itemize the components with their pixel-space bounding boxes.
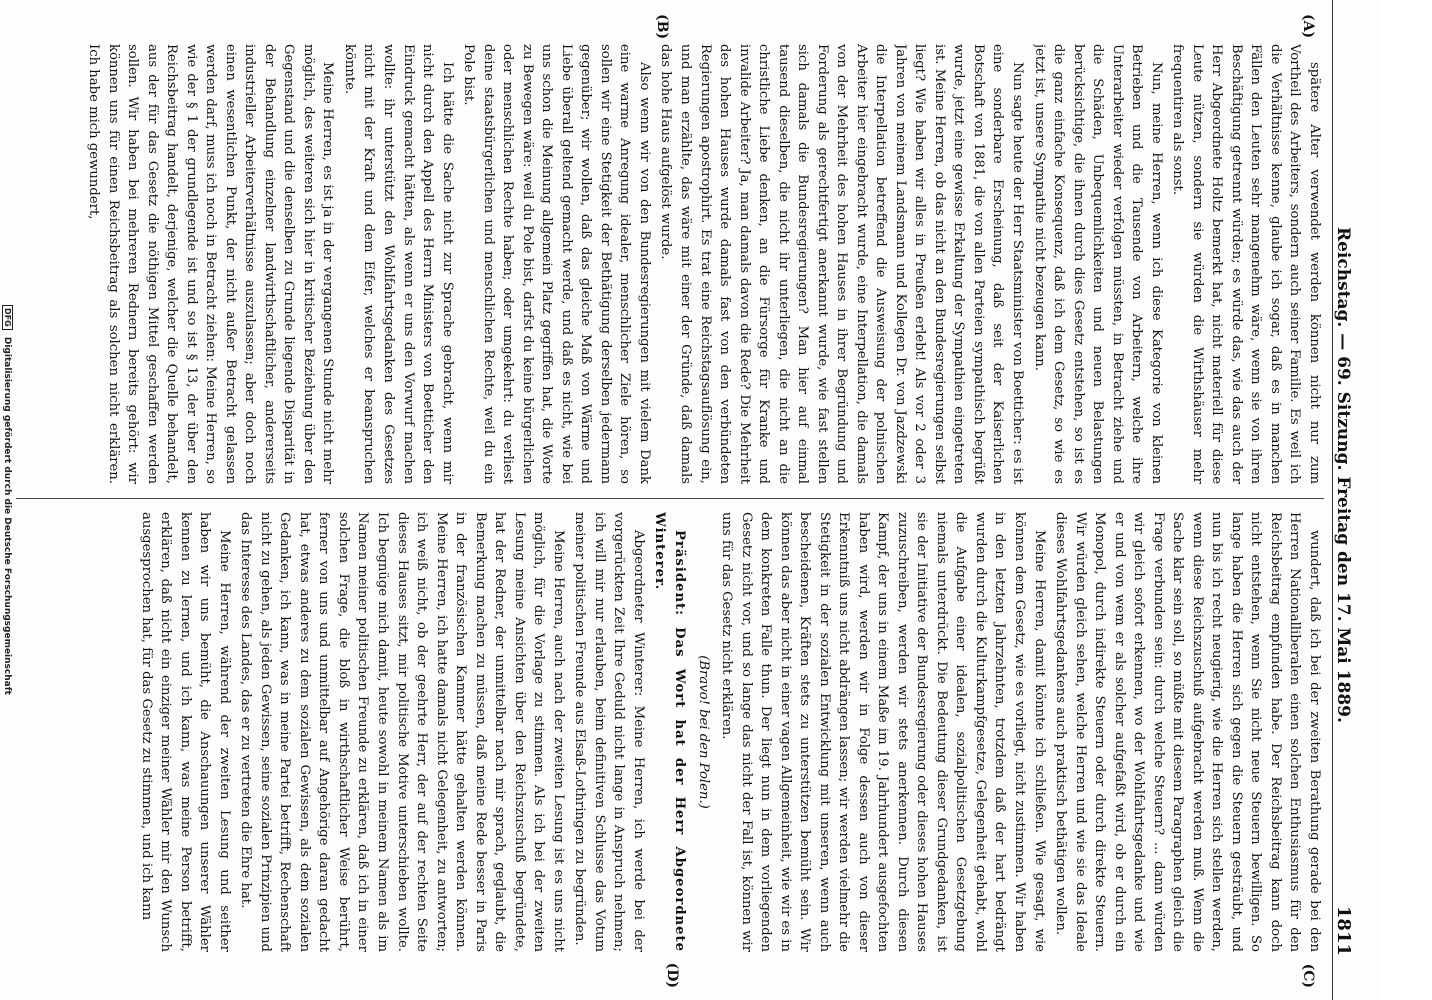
margin-marker-d: (D) — [664, 962, 680, 988]
paragraph: Meine Herren, während der zweiten Lesung und seither haben wir uns bemüht, die Anschauungen unserer Wähler kennen zu lernen, und ich kann, was meine Person betrifft, erklären, daß nicht ein einziger meiner Wähler mir den Wunsch ausgesprochen hat, für das Gesetz zu stimmen, und ich kann — [138, 512, 232, 952]
margin-marker-c: (C) — [1300, 963, 1316, 988]
paragraph: Meine Herren, es ist ja in der vergangenen Stunde nicht mehr möglich, des weiteren sich hier in kritischer Beziehung über den Gegenstand und die denselben zu Grunde liegende Disparität in der Behandlung einzelner landwirthschaftlicher, andererseits industrieller Arbeiterverhältnisse auszulassen; aber doch noch einen wesentlichen Punkt, der nicht außer Betracht gelassen werden darf, muss ich noch in Betracht ziehen: Meine Herren, so wie der § 1 der grundlegende ist und so ist § 13, der über den Reichsbeitrag handelt, derjenige, welcher die Quelle behandelt, aus der für das Gesetz die nöthigen Mittel geschaffen werden sollen. Wir haben bei mehreren Rednern bereits gehört: wir können uns für einen Reichsbeitrag als solchen nicht erklären. Ich habe mich gewundert, — [86, 44, 336, 484]
paragraph: Nun sagte heute der Herr Staatsminister von Boetticher: es ist eine sonderbare Erscheinung, daß seit der Kaiserlichen Botschaft von 1881, die von allen Parteien sympathisch begrüßt wurde, jetzt eine gewisse Erkaltung der Sympathien eingetreten ist. Meine Herren, ob das nicht an den Bundesregierungen selbst liegt? Wie haben wir alles in Preußen erlebt! Als vor 2 oder 3 Jahren von meinem Landsmann und Kollegen Dr. von Jazdzewski die Interpellation betreffend die Ausweisung der polnischen Arbeiter hier eingebracht wurde, eine Interpellation, die damals von der Mehrheit des hohen Hauses in ihrer Begründung und Forderung als gerechtfertigt anerkannt wurde, wie fast stellen sich damals die Bundesregierungen? Man hier auf einmal tausend dieselben, die nicht ihr unterliegen, die nicht an die christliche Liebe denken, an die Fürsorge für Kranke und invalide Arbeiter? Ja, man damals davon die Rede? Die Mehrheit des hohen Hauses wurde damals fast von den verbündeten Regierungen apostrophirt. Es trat eine Reichstagsauflösung ein, und man erzählte, das wäre mit einer der Gründe, daß damals das hohe Haus aufgelöst wurde. — [658, 44, 1026, 484]
paragraph: Nun, meine Herren, wenn ich diese Kategorie von kleinen Betrieben und die Tausende von Arbeitern, welche ihre Unterarbeiter wieder verfolgen müssten, in Betracht ziehe und die Schäden, Unbequemlichkeiten und neuen Belastungen berücksichtige, die ihnen durch dies Gesetz entstehen, so ist es die ganz einfache Konsequenz, daß ich dem Gesetz, so wie es jetzt ist, unsere Sympathie nicht bezeugen kann. — [1031, 44, 1164, 484]
paragraph: Also wenn wir von den Bundesregierungen mit vielem Dank eine warme Anregung idealer, menschlicher Ziele hören, so sollen wir eine Stetigkeit der Bethätigung derselben jedermann gegenüber; wir wollen, daß das gleiche Maß von Wärme und Liebe überall geltend gemacht werde, und daß es nicht, wie bei uns schon die Meinung allgemein Platz gegriffen hat, die Worte zu Bewegen wäre: weil du Pole bist, darfst du keine bürgerlichen oder menschlichen Rechte haben; oder umgekehrt: du verliest deine staatsbürgerlichen und menschlichen Rechte, weil du ein Pole bist. — [461, 44, 652, 484]
paragraph: spätere Alter verwendet werden können nicht nur zum Vortheil des Arbeiters, sondern auch seiner Familie. Es weil ich die Verhältnisse kenne, glaube ich sogar, daß es in manchen Fällen den Leuten sehr mangenehm wäre, wenn sie von ihren Beschäftigung getrennt würden; es würde das, wie das auch der Herr Abgeordnete Holtz bemerkt hat, nicht materiell für diese Leute nützen, sondern sie würden die Wirthshäuser mehr frequentiren als sonst. — [1170, 44, 1322, 484]
funding-footer — [2, 0, 13, 1000]
margin-marker-a: (A) — [1300, 14, 1316, 39]
left-text-column — [16, 44, 1324, 484]
paragraph: Abgeordneter Winterer: Meine Herren, ich werde bei der vorgerückten Zeit Ihre Geduld nicht lange in Anspruch nehmen; ich will mir nur erlauben, beim definitiven Schlusse das Votum meiner politischen Freunde aus Elsaß-Lothringen zu begründen. — [572, 512, 646, 952]
column-divider — [16, 498, 1324, 499]
dfg-logo-icon: DFG — [2, 305, 13, 330]
president-speech: Präsident: Das Wort hat der Herr Abgeordnete Winterer. — [652, 512, 687, 952]
funding-text: Digitalisierung gefördert durch die Deutsche Forschungsgemeinschaft — [2, 336, 12, 695]
right-text-column — [16, 512, 1324, 952]
paragraph: wundert, daß ich bei der zweiten Berathung gerade bei den Herren Nationalliberalen einen solchen Enthusiasmus für den Reichsbeitrag empfunden habe. Der Reichsbeitrag kann doch nicht entstehen, wenn Sie nicht neue Steuern bewilligen. So lange haben die Herren sich gegen die Steuern gesträubt, und nun bis ich recht neugierig, wie die Herren sich stellen werden, wenn diese Reichszuschuß aufgebracht werden muß. Wenn die Sache klar sein soll, so müßte mit diesem Paragraphen gleich die Frage verbunden sein: durch welche Steuern? ... dann würden wir gleich sofort erkennen, wo der Wohlfahrtsgedanke und wie er und von wem er als solcher aufgefaßt wird, ob er durch ein Monopol, durch indirekte Steuern oder durch direkte Steuern. Wir würden gleich sehen, welche Herren und wie sie das Ideale dieses Wohlfahrtsgedankens auch praktisch bethätigen wollen. — [1053, 512, 1322, 952]
paragraph: Ich hätte die Sache nicht zur Sprache gebracht, wenn mir nicht durch den Appell des Herrn Ministers von Boetticher den Eindruck gemacht hätten, als wenn er uns den Vorwurf machen wollte: ihr unterstützt den Wohlfahrtsgedanken des Gesetzes nicht mit der Kraft und dem Eifer, welches er beanspruchen könnte. — [341, 44, 455, 484]
applause-note: (Bravo! bei den Polen.) — [695, 655, 711, 809]
margin-marker-b: (B) — [654, 14, 670, 40]
page-number: 1811 — [1333, 905, 1354, 956]
page-header — [1332, 0, 1366, 1000]
paragraph: Meine Herren, auch nach der zweiten Lesung ist es uns nicht möglich, für die Vorlage zu stimmen. Als ich bei der zweiten Lesung meine Ansichten über den Reichszuschuß begründete, hat der Redner, der unmittelbar nach mir sprach, geglaubt, die Bemerkung machen zu müssen, daß meine Rede besser in Paris in der französischen Kammer hätte gehalten werden können. Meine Herren, ich hatte damals nicht Gelegenheit, zu antworten; ich weiß nicht, ob der geehrte Herr, der auf der rechten Seite dieses Hauses sitzt, mir politische Motive unterschieben wollte. Ich begnüge mich damit, heute sowohl in meinem Namen als im Namen meiner politischen Freunde zu erklären, daß ich in einer solchen Frage, die bloß in wirthschaftlicher Weise berührt, ferner von uns und unmittelbar auf Angehörige daran gedacht hat, etwas anderes zu dem sozialen Gewissen, als dem sozialen Gedanken, ich kann, was in meine Partei betrifft, Rechenschaft nicht zu gehen, als jeden Gewissen, seine sozialen Prinzipien und das Interesse des Landes, das er zu vertreten die Ehre hat. — [238, 512, 566, 952]
header-title: Reichstag. — 69. Sitzung. Freitag den 17. Mai 1889. — [1333, 226, 1353, 723]
paragraph: Meine Herren, damit könnte ich schließen. Wie gesagt, wie können dem Gesetz, wie es vorliegt, nicht zustimmen. Wir haben in den letzten Jahrzehnten, trotzdem daß der hart bedrängt wurden durch die Kulturkampfgesetze, Gelegenheit gehabt, wohl die Aufgabe einer idealen, sozialpolitischen Gesetzgebung niemals unterdrückt. Die Bedeutung dieser Grundgedanken, ist sie der Initiative der Bundesregierung oder dieses hohen Hauses zuzuschreiben, werden wir stets anerkennen. Durch diesen Kampf, der uns in einem Maße im 19. Jahrhundert ausgefochten haben wird, werden wir in Folge dessen auch von dieser Erkenntniß uns nicht abdrängen lassen; wir werden vielmehr die Stetigkeit in der sozialen Entwicklung mit unseren, wenn auch bescheidenen, Kräften stets zu unterstützen bemüht sein. Wir können das aber nicht in einer vagen Allgemeinheit, wie wir es in dem konkreten Falle thun. Der liegt nun in dem vorliegenden Gesetz nicht vor, und so lange das nicht der Fall ist, können wir uns für das Gesetz nicht erklären. — [719, 512, 1047, 952]
